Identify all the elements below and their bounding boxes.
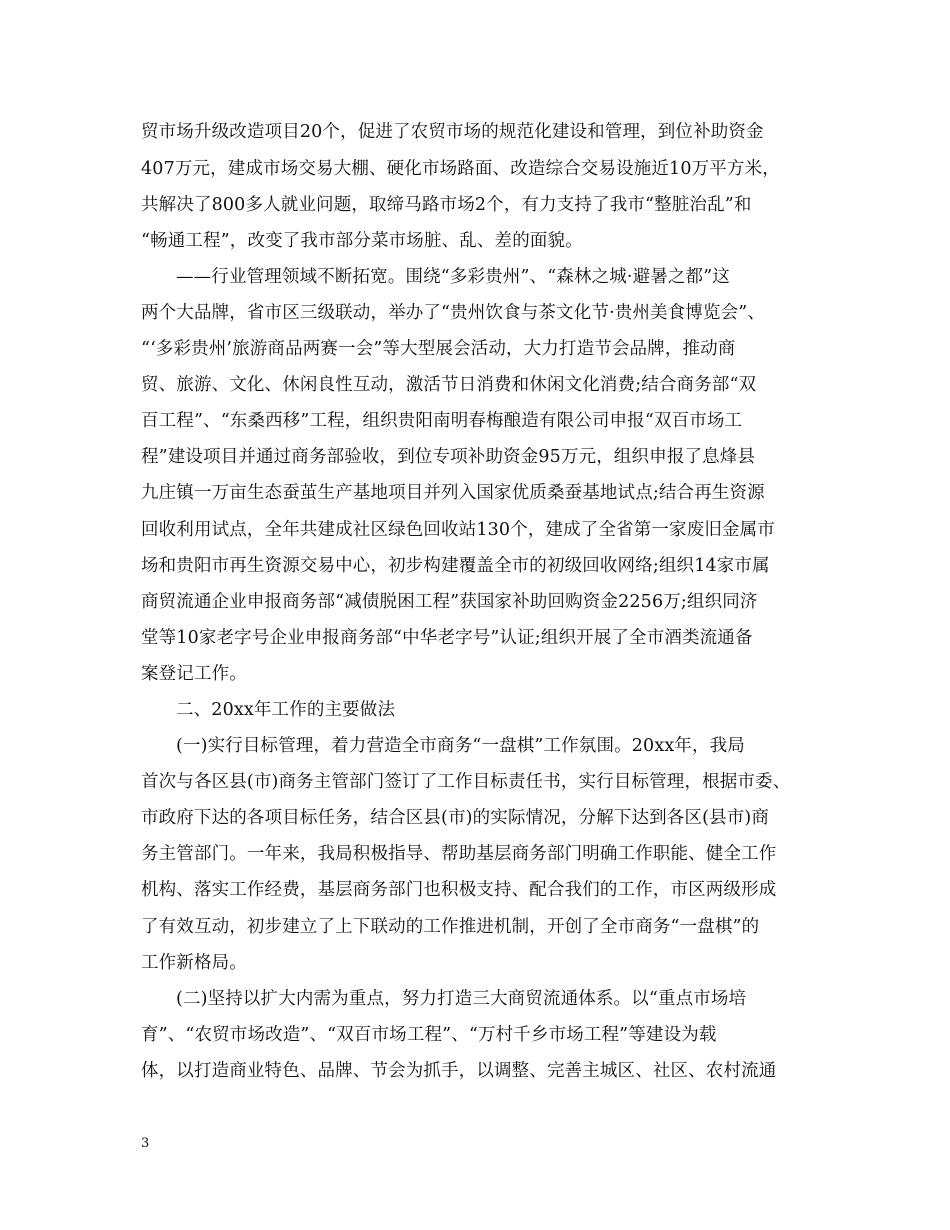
text-line: 工作新格局。: [141, 953, 247, 973]
text-line: 堂等10家老字号企业申报商务部“中华老字号”认证;组织开展了全市酒类流通备: [141, 628, 753, 648]
text-line: 务主管部门。一年来，我局积极指导、帮助基层商务部门明确工作职能、健全工作: [141, 844, 777, 864]
paragraph-start-line: (二)坚持以扩大内需为重点，努力打造三大商贸流通体系。以“重点市场培: [176, 989, 747, 1009]
text-line: 案登记工作。: [141, 664, 247, 684]
paragraph-start-line: (一)实行目标管理，着力营造全市商务“一盘棋”工作氛围。20xx年，我局: [176, 736, 745, 756]
text-line: 市政府下达的各项目标任务，结合区县(市)的实际情况，分解下达到各区(县市)商: [141, 808, 770, 828]
text-line: 场和贵阳市再生资源交易中心，初步构建覆盖全市的初级回收网络;组织14家市属: [141, 556, 770, 576]
text-line: 回收利用试点，全年共建成社区绿色回收站130个，建成了全省第一家废旧金属市: [141, 520, 775, 540]
text-line: 商贸流通企业申报商务部“减债脱困工程”获国家补助回购资金2256万;组织同济: [141, 592, 758, 612]
text-line: 育”、“农贸市场改造”、“双百市场工程”、“万村千乡市场工程”等建设为载: [141, 1025, 717, 1045]
text-line: 共解决了800多人就业问题，取缔马路市场2个，有力支持了我市“整脏治乱”和: [141, 195, 752, 215]
text-line: 了有效互动，初步建立了上下联动的工作推进机制，开创了全市商务“一盘棋”的: [141, 917, 760, 937]
text-line: 首次与各区县(市)商务主管部门签订了工作目标责任书，实行目标管理，根据市委、: [141, 772, 791, 792]
text-line: 机构、落实工作经费，基层商务部门也积极支持、配合我们的工作，市区两级形成: [141, 880, 777, 900]
text-line: 407万元，建成市场交易大棚、硬化市场路面、改造综合交易设施近10万平方米，: [141, 159, 780, 179]
text-line: “‘多彩贵州’旅游商品两赛一会”等大型展会活动，大力打造节会品牌，推动商: [141, 339, 736, 359]
text-line: 九庄镇一万亩生态蚕茧生产基地项目并列入国家优质桑蚕基地试点;结合再生资源: [141, 483, 765, 503]
text-line: 百工程”、“东桑西移”工程，组织贵阳南明春梅酿造有限公司申报“双百市场工: [141, 411, 743, 431]
text-line: 程”建设项目并通过商务部验收，到位专项补助资金95万元，组织申报了息烽县: [141, 447, 756, 467]
text-line: 贸、旅游、文化、休闲良性互动，激活节日消费和休闲文化消费;结合商务部“双: [141, 375, 757, 395]
paragraph-start-line: ——行业管理领域不断拓宽。围绕“多彩贵州”、“森林之城·避暑之都”这: [176, 267, 730, 287]
section-heading: 二、20xx年工作的主要做法: [176, 700, 396, 720]
text-line: 两个大品牌，省市区三级联动，举办了“贵州饮食与茶文化节·贵州美食博览会”、: [141, 303, 766, 323]
text-line: 贸市场升级改造项目20个，促进了农贸市场的规范化建设和管理，到位补助资金: [141, 122, 764, 142]
text-line: “畅通工程”，改变了我市部分菜市场脏、乱、差的面貌。: [141, 231, 583, 251]
page-number: 3: [141, 1136, 150, 1151]
text-line: 体，以打造商业特色、品牌、节会为抓手，以调整、完善主城区、社区、农村流通: [141, 1061, 777, 1081]
